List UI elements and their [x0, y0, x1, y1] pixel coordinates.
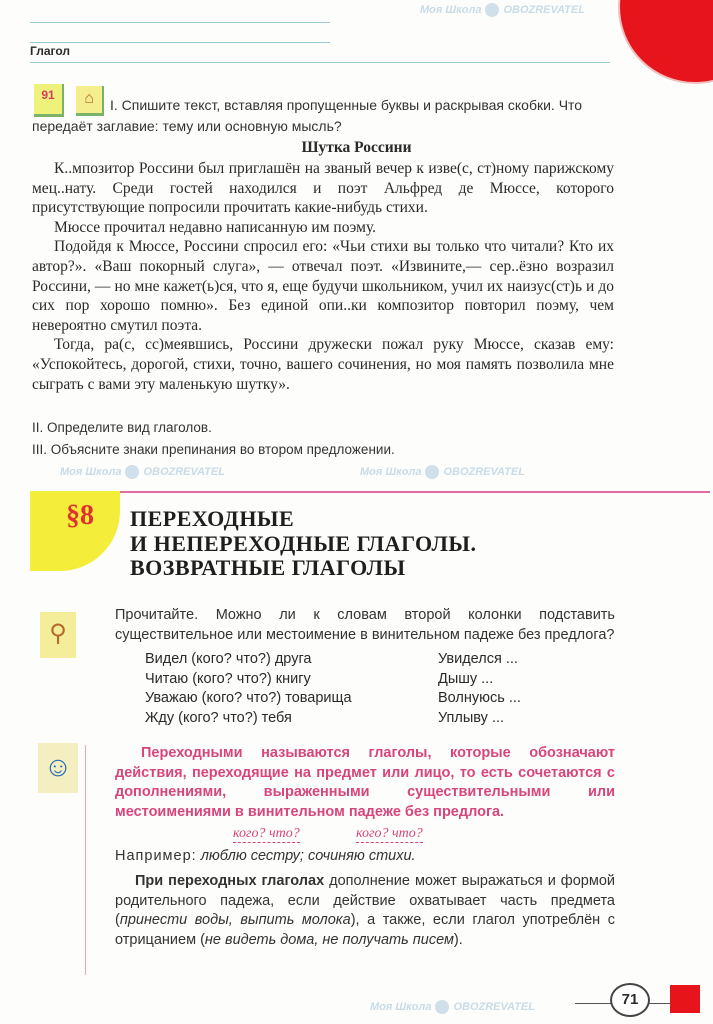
text-title: Шутка Россини [301, 139, 412, 156]
title-line: И НЕПЕРЕХОДНЫЕ ГЛАГОЛЫ. [130, 530, 477, 556]
verb-item: Видел (кого? что?) друга [145, 651, 312, 667]
verb-item: Увиделся ... [438, 651, 518, 667]
watermark: Моя Школа OBOZREVATEL [420, 3, 585, 16]
section-task: Прочитайте. Можно ли к словам второй колонки подставить существительное или местоимение в винительном падеже без предлога? [115, 607, 615, 643]
note-bold: При переходных глаголах [135, 873, 325, 889]
paragraph: Подойдя к Мюссе, Россини спросил его: «Чьи стихи вы только что читали? Кто их автор?». «Ваш покорный слуга», — отвечал поэт. «Извините,— сер..ёзно возразил Россини, — но мне кажет(ь)ся, что я, еще будучи школьником, учил их наизус(ст)ь и до сих пор хорошо помню». Без единой опи..ки композитор повторил поэму, чем невероятно смутил поэта. [32, 238, 614, 334]
verb-item: Волнуюсь ... [438, 690, 521, 706]
red-corner-circle [618, 0, 713, 84]
note-text: ), а также, если глагол употреблён с отрицанием ( [115, 912, 615, 948]
header-rule [30, 62, 610, 63]
section-header: Глагол [30, 44, 70, 58]
paragraph: К..мпозитор Россини был приглашён на званый вечер к изве(с, ст)ному парижскому мец..нату. Среди гостей находился и поэт Альфред де Мюссе, которого присутствующие попросили прочитать какие-нибудь стихи. [32, 160, 614, 217]
example [115, 848, 416, 864]
paragraph: Тогда, ра(с, сс)меявшись, Россини дружески пожал руку Мюссе, сказав ему: «Успокойтесь, дорогой, стихи, точно, вашего сочинения, но моя память позволила мне сыграть с вами эту маленькую шутку». [32, 336, 614, 393]
verb-item: Жду (кого? что?) тебя [145, 709, 292, 726]
rule-definition: Переходными называются глаголы, которые обозначают действия, переходящие на предмет или лицо, то есть сочетаются с дополнениями, выраженными существительными или местоимениями в винительном падеже без предлога. [115, 745, 615, 820]
note-example: принести воды, выпить молока [119, 912, 351, 928]
note-text: дополнение может выражаться и формой родительного падежа, если действие охватывает часть предмета ( [115, 873, 616, 928]
question-mark-label: кого? что? [233, 826, 300, 841]
verb-item: Уплыву ... [438, 709, 505, 726]
exercise-task-2: II. Определите вид глаголов. [32, 420, 212, 435]
watermark: Моя Школа OBOZREVATEL [360, 465, 525, 478]
exercise-task-1: I. Спишите текст, вставляя пропущенные буквы и раскрывая скобки. Что передаёт заглавие: тему или основную мысль? [32, 97, 583, 134]
note-text: ). [453, 931, 463, 948]
page-number: 71 [610, 983, 650, 1017]
header-rule [30, 22, 330, 23]
exercise-text [32, 159, 614, 394]
house-icon: ⌂ [76, 86, 104, 116]
paragraph: Мюссе прочитал недавно написанную им поэму. [54, 218, 377, 236]
question-mark-label: кого? что? [356, 826, 423, 841]
red-corner-square [670, 985, 700, 1013]
exercise-number-badge: 91 [34, 84, 64, 117]
transitive-note [115, 872, 615, 950]
title-line: ПЕРЕХОДНЫЕ [130, 506, 295, 531]
verb-item: Уважаю (кого? что?) товарища [145, 690, 352, 706]
watermark: Моя Школа OBOZREVATEL [60, 465, 225, 478]
title-line: ВОЗВРАТНЫЕ ГЛАГОЛЫ [130, 555, 406, 580]
verbs-column-2 [438, 650, 521, 728]
magnifier-icon: ⚲ [40, 612, 76, 658]
example-text: люблю сестру; сочиняю стихи. [200, 848, 416, 864]
verb-item: Читаю (кого? что?) книгу [145, 670, 311, 687]
exercise-task-3: III. Объясните знаки препинания во втором предложении. [32, 442, 395, 457]
verbs-column-1 [145, 650, 352, 728]
example-label: Например: [115, 848, 197, 864]
watermark: Моя Школа OBOZREVATEL [370, 1000, 535, 1013]
section-rule [110, 491, 710, 493]
verb-item: Дышу ... [438, 670, 494, 687]
section-badge: §8 [66, 500, 94, 531]
section-title [130, 507, 477, 581]
boy-icon: ☺ [38, 743, 78, 793]
rule-margin-line [85, 745, 86, 975]
note-example: не видеть дома, не получать писем [204, 931, 454, 948]
header-rule [30, 42, 330, 43]
